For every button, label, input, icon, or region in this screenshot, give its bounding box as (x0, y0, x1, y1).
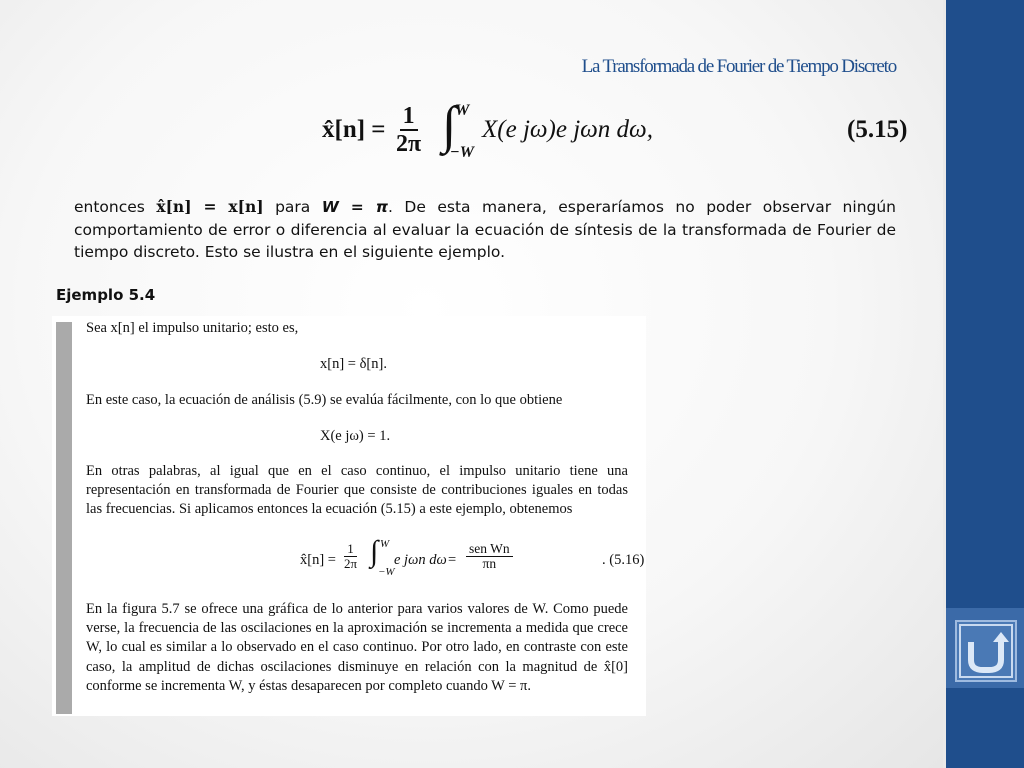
integral-lower-limit: −W (450, 144, 474, 161)
example-margin-bar (56, 322, 72, 714)
equation2-lhs: x̂[n] = (300, 552, 336, 568)
equation2-f1-numerator: 1 (344, 542, 357, 557)
paragraph-text-1: entonces (74, 198, 157, 216)
fraction-numerator: 1 (400, 104, 418, 131)
return-button[interactable] (955, 620, 1017, 682)
equation-5-16 (300, 535, 645, 588)
body-paragraph (74, 196, 896, 264)
equation2-fraction-2 (466, 542, 513, 572)
fraction-denominator: 2π (396, 131, 422, 158)
integral-upper-limit: W (455, 102, 470, 119)
example-equation-a: x[n] = δ[n]. (320, 356, 387, 372)
paragraph-math-2: W = π (321, 198, 388, 216)
example-box (52, 316, 646, 716)
equation-fraction (396, 104, 421, 158)
equation2-number: . (5.16) (602, 552, 645, 568)
equation-5-15 (322, 98, 922, 168)
equation2-integrand: e jωn dω (394, 552, 447, 568)
equation-lhs: x̂[n] = (322, 116, 386, 143)
example-paragraph-2: En la figura 5.7 se ofrece una gráfica de lo anterior para varios valores de W. Como puede verse, la frecuencia de las oscilaciones en la aproximación se incrementa a medida que crece W, lo cual es similar a lo observado en el caso continuo. Por otro lado, en contraste con este caso, la amplitud de dichas oscilaciones disminuye en relación con la magnitud de x̂[0] conforme se incrementa W, y éstas desaparecen por completo cuando W = π. (86, 601, 628, 694)
example-equation-b: X(e jω) = 1. (320, 428, 391, 444)
paragraph-text-2: para (263, 198, 322, 216)
example-line-2: En este caso, la ecuación de análisis (5.9) se evalúa fácilmente, con lo que obtiene (86, 392, 563, 408)
equation2-upper-limit: W (380, 538, 390, 550)
equation2-lower-limit: −W (378, 566, 395, 578)
example-heading: Ejemplo 5.4 (56, 286, 156, 304)
equation2-f1-denominator: 2π (344, 555, 358, 571)
equation2-f2-denominator: πn (482, 556, 497, 572)
paragraph-math-1: x̂[n] = x[n] (156, 197, 264, 216)
equation-number: (5.15) (847, 116, 908, 143)
equation-integrand: X(e jω)e jωn dω, (482, 116, 653, 143)
equation2-integral-sign: ∫ (370, 535, 379, 568)
return-arrow-icon (957, 622, 1015, 680)
equation2-f2-numerator: sen Wn (466, 542, 513, 557)
example-line-1: Sea x[n] el impulso unitario; esto es, (86, 320, 299, 336)
integral-sign: ∫ (442, 97, 457, 154)
slide-title: La Transformada de Fourier de Tiempo Discreto (581, 56, 896, 77)
example-paragraph-1: En otras palabras, al igual que en el caso continuo, el impulso unitario tiene una representación en transformada de Fourier que consiste de contribuciones iguales en todas las frecuencias. Si aplicamos entonces la ecuación (5.15) a este ejemplo, obtenemos (86, 463, 628, 518)
paragraph-text-3: . De esta manera, esperaríamos no poder observar ningún comportamiento de error o diferencia al evaluar la ecuación de síntesis de la transformada de Fourier de tiempo discreto. Esto se ilustra en el siguiente ejemplo. (74, 198, 896, 261)
equation2-equals: = (448, 552, 457, 568)
equation2-fraction-1 (344, 542, 357, 571)
